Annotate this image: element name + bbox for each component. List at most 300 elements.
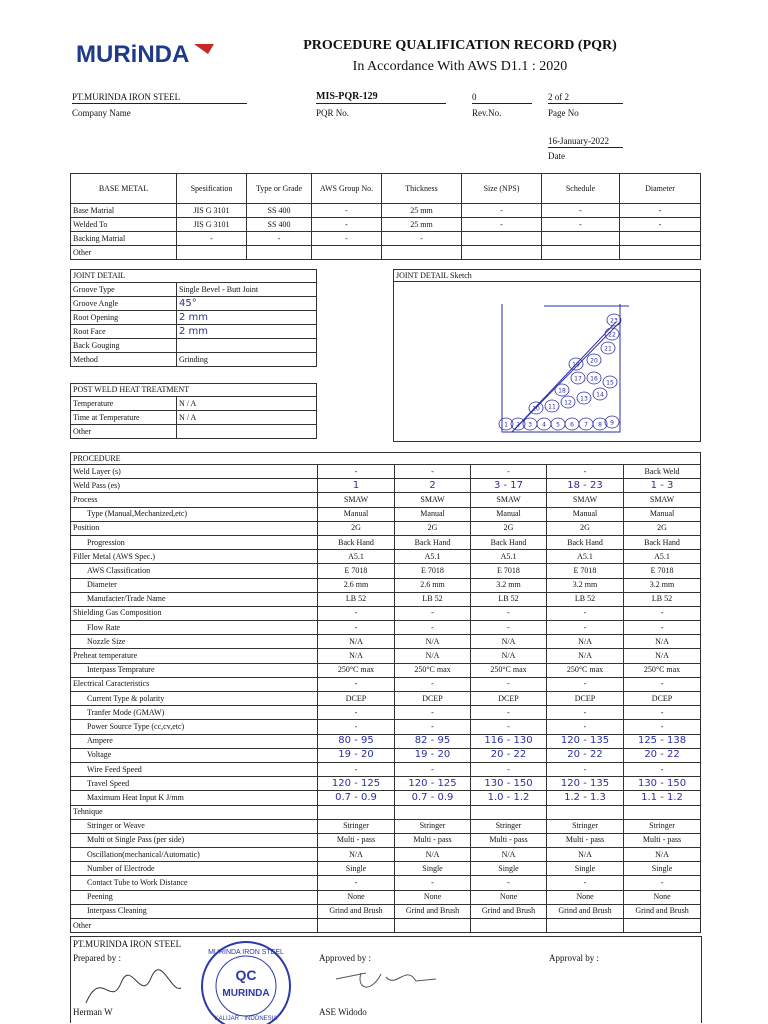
base-metal-header-cell: BASE METAL bbox=[71, 174, 177, 204]
procedure-row-label: Flow Rate bbox=[71, 621, 318, 635]
procedure-cell: - bbox=[547, 720, 624, 734]
procedure-cell bbox=[471, 805, 547, 819]
procedure-cell: Stringer bbox=[471, 819, 547, 833]
procedure-cell: - bbox=[395, 762, 471, 776]
weld-bead-number: 17 bbox=[574, 375, 582, 383]
procedure-cell: 20 - 22 bbox=[471, 748, 547, 762]
procedure-cell: 250°C max bbox=[395, 663, 471, 677]
pwht-row bbox=[71, 411, 317, 425]
procedure-cell: - bbox=[395, 706, 471, 720]
procedure-row bbox=[71, 848, 701, 862]
procedure-cell: - bbox=[318, 762, 395, 776]
procedure-cell: Multi - pass bbox=[471, 833, 547, 847]
procedure-cell: - bbox=[318, 876, 395, 890]
signature-section bbox=[70, 936, 702, 1023]
procedure-row-label: Process bbox=[71, 493, 318, 507]
procedure-cell: 250°C max bbox=[471, 663, 547, 677]
procedure-cell: 0.7 - 0.9 bbox=[395, 791, 471, 805]
procedure-cell: 18 - 23 bbox=[547, 479, 624, 493]
procedure-cell bbox=[395, 919, 471, 933]
procedure-cell: 2G bbox=[547, 521, 624, 535]
procedure-cell: 1.0 - 1.2 bbox=[471, 791, 547, 805]
pqr-number-value: MIS-PQR-129 bbox=[316, 91, 446, 104]
base-metal-cell: 25 mm bbox=[382, 204, 462, 218]
procedure-cell: None bbox=[624, 890, 701, 904]
procedure-cell: Multi - pass bbox=[547, 833, 624, 847]
joint-detail-label: Back Gouging bbox=[71, 339, 177, 353]
weld-bead-number: 19 bbox=[572, 361, 580, 369]
base-metal-cell bbox=[462, 232, 542, 246]
pqr-number-label: PQR No. bbox=[316, 108, 350, 118]
procedure-cell: 130 - 150 bbox=[624, 777, 701, 791]
procedure-cell: N/A bbox=[318, 649, 395, 663]
base-metal-row bbox=[71, 246, 701, 260]
procedure-cell: DCEP bbox=[624, 692, 701, 706]
procedure-cell: Manual bbox=[547, 507, 624, 521]
joint-detail-label: Root Opening bbox=[71, 311, 177, 325]
pwht-label: Time at Temperature bbox=[71, 411, 177, 425]
procedure-cell bbox=[547, 805, 624, 819]
procedure-cell: - bbox=[318, 720, 395, 734]
procedure-cell bbox=[318, 805, 395, 819]
joint-detail-label: Root Face bbox=[71, 325, 177, 339]
joint-detail-row bbox=[71, 311, 317, 325]
procedure-cell: 120 - 125 bbox=[395, 777, 471, 791]
procedure-cell: Multi - pass bbox=[624, 833, 701, 847]
procedure-cell: Stringer bbox=[547, 819, 624, 833]
base-metal-cell: JIS G 3101 bbox=[177, 218, 247, 232]
procedure-row-label: Weld Layer (s) bbox=[71, 465, 318, 479]
procedure-row-label: Ampere bbox=[71, 734, 318, 748]
procedure-cell: - bbox=[471, 606, 547, 620]
procedure-cell: N/A bbox=[547, 649, 624, 663]
procedure-cell: Manual bbox=[471, 507, 547, 521]
procedure-cell: Grind and Brush bbox=[395, 904, 471, 918]
logo-mark-icon bbox=[194, 44, 214, 54]
procedure-cell: 2G bbox=[395, 521, 471, 535]
base-metal-cell bbox=[312, 246, 382, 260]
procedure-cell: 120 - 135 bbox=[547, 734, 624, 748]
weld-bead-number: 4 bbox=[542, 421, 546, 429]
approval-by-label: Approval by : bbox=[549, 953, 599, 963]
procedure-cell: N/A bbox=[471, 649, 547, 663]
base-metal-cell: - bbox=[462, 218, 542, 232]
procedure-row bbox=[71, 720, 701, 734]
procedure-cell: 2G bbox=[318, 521, 395, 535]
procedure-row bbox=[71, 904, 701, 918]
procedure-row bbox=[71, 876, 701, 890]
base-metal-header-cell: Thickness bbox=[382, 174, 462, 204]
procedure-cell: Stringer bbox=[318, 819, 395, 833]
base-metal-header-row bbox=[71, 174, 701, 204]
weld-bead-number: 13 bbox=[580, 395, 588, 403]
procedure-cell: Back Weld bbox=[624, 465, 701, 479]
procedure-cell: Grind and Brush bbox=[624, 904, 701, 918]
procedure-row bbox=[71, 833, 701, 847]
procedure-row-label: Shielding Gas Composition bbox=[71, 606, 318, 620]
weld-bead-number: 5 bbox=[556, 421, 560, 429]
stamp-mid-text: QC bbox=[235, 967, 257, 983]
procedure-cell: E 7018 bbox=[624, 564, 701, 578]
procedure-cell: 120 - 125 bbox=[318, 777, 395, 791]
base-metal-cell bbox=[382, 246, 462, 260]
procedure-cell: - bbox=[395, 465, 471, 479]
procedure-cell bbox=[624, 919, 701, 933]
weld-bead-number: 18 bbox=[558, 387, 566, 395]
procedure-cell: 2G bbox=[624, 521, 701, 535]
procedure-cell: - bbox=[318, 677, 395, 691]
base-metal-header-cell: Diameter bbox=[620, 174, 701, 204]
procedure-cell: - bbox=[471, 720, 547, 734]
procedure-cell: None bbox=[395, 890, 471, 904]
procedure-cell: E 7018 bbox=[395, 564, 471, 578]
procedure-cell: 3.2 mm bbox=[624, 578, 701, 592]
weld-bead-number: 6 bbox=[570, 421, 574, 429]
base-metal-cell bbox=[620, 232, 701, 246]
procedure-cell: LB 52 bbox=[395, 592, 471, 606]
procedure-cell: 250°C max bbox=[318, 663, 395, 677]
procedure-row-label: Maximum Heat Input K J/mm bbox=[71, 791, 318, 805]
base-metal-cell: SS 400 bbox=[247, 204, 312, 218]
joint-detail-row bbox=[71, 325, 317, 339]
procedure-row-label: Electrical Caracteristics bbox=[71, 677, 318, 691]
joint-sketch-title: JOINT DETAIL Sketch bbox=[394, 270, 700, 282]
base-metal-cell: - bbox=[620, 204, 701, 218]
weld-bead-number: 12 bbox=[564, 399, 572, 407]
base-metal-cell: - bbox=[247, 232, 312, 246]
rev-number-value: 0 bbox=[472, 92, 532, 104]
procedure-cell: SMAW bbox=[624, 493, 701, 507]
procedure-cell: 120 - 135 bbox=[547, 777, 624, 791]
procedure-cell: N/A bbox=[624, 635, 701, 649]
procedure-cell: 2.6 mm bbox=[395, 578, 471, 592]
pwht-label: Other bbox=[71, 425, 177, 439]
procedure-cell: 0.7 - 0.9 bbox=[318, 791, 395, 805]
company-name-label: Company Name bbox=[72, 108, 131, 118]
procedure-cell: None bbox=[547, 890, 624, 904]
procedure-cell: - bbox=[624, 621, 701, 635]
procedure-cell: E 7018 bbox=[471, 564, 547, 578]
procedure-cell: 80 - 95 bbox=[318, 734, 395, 748]
stamp-logo-text: MURINDA bbox=[222, 988, 270, 999]
procedure-cell: - bbox=[624, 606, 701, 620]
procedure-row bbox=[71, 762, 701, 776]
procedure-cell: - bbox=[318, 465, 395, 479]
weld-bead-number: 23 bbox=[610, 317, 618, 325]
weld-bead-number: 22 bbox=[608, 331, 616, 339]
base-metal-cell: - bbox=[312, 232, 382, 246]
procedure-row-label: Stringer or Weave bbox=[71, 819, 318, 833]
prepared-by-label: Prepared by : bbox=[73, 953, 121, 963]
procedure-cell bbox=[395, 805, 471, 819]
pwht-value: N / A bbox=[177, 411, 317, 425]
procedure-cell: A5.1 bbox=[547, 550, 624, 564]
pwht-row bbox=[71, 425, 317, 439]
procedure-cell: N/A bbox=[547, 848, 624, 862]
weld-bead-number: 15 bbox=[606, 379, 614, 387]
procedure-cell: - bbox=[547, 621, 624, 635]
procedure-cell: N/A bbox=[471, 635, 547, 649]
procedure-row-label: Oscillation(mechanical/Automatic) bbox=[71, 848, 318, 862]
procedure-cell: Single bbox=[395, 862, 471, 876]
procedure-row bbox=[71, 777, 701, 791]
procedure-cell: DCEP bbox=[395, 692, 471, 706]
joint-detail-value bbox=[177, 339, 317, 353]
procedure-cell: 1 bbox=[318, 479, 395, 493]
procedure-row bbox=[71, 465, 701, 479]
procedure-cell: SMAW bbox=[471, 493, 547, 507]
procedure-cell: Back Hand bbox=[318, 535, 395, 549]
procedure-cell: 125 - 138 bbox=[624, 734, 701, 748]
procedure-row-label: Power Source Type (cc,cv,etc) bbox=[71, 720, 318, 734]
procedure-row bbox=[71, 592, 701, 606]
weld-bead-number: 9 bbox=[610, 419, 614, 427]
procedure-cell: LB 52 bbox=[547, 592, 624, 606]
procedure-cell: - bbox=[318, 606, 395, 620]
procedure-row bbox=[71, 791, 701, 805]
procedure-row-label: Multi ot Single Pass (per side) bbox=[71, 833, 318, 847]
procedure-row-label: Manufacter/Trade Name bbox=[71, 592, 318, 606]
joint-detail-row bbox=[71, 353, 317, 367]
procedure-cell: N/A bbox=[624, 848, 701, 862]
procedure-row bbox=[71, 621, 701, 635]
procedure-row-label: Type (Manual,Mechanized,etc) bbox=[71, 507, 318, 521]
procedure-row bbox=[71, 819, 701, 833]
pwht-table bbox=[70, 383, 317, 439]
base-metal-cell: - bbox=[462, 204, 542, 218]
procedure-cell: LB 52 bbox=[624, 592, 701, 606]
joint-detail-row bbox=[71, 339, 317, 353]
procedure-cell: A5.1 bbox=[318, 550, 395, 564]
procedure-cell: 20 - 22 bbox=[624, 748, 701, 762]
procedure-row bbox=[71, 535, 701, 549]
base-metal-cell bbox=[177, 246, 247, 260]
joint-sketch-drawing bbox=[394, 282, 700, 438]
procedure-cell: 3.2 mm bbox=[471, 578, 547, 592]
procedure-cell: A5.1 bbox=[624, 550, 701, 564]
procedure-cell: 3 - 17 bbox=[471, 479, 547, 493]
weld-bead-number: 14 bbox=[596, 391, 604, 399]
procedure-cell: 250°C max bbox=[547, 663, 624, 677]
procedure-row-label: Other bbox=[71, 919, 318, 933]
procedure-cell: Single bbox=[318, 862, 395, 876]
procedure-cell: - bbox=[395, 720, 471, 734]
procedure-row bbox=[71, 734, 701, 748]
procedure-cell bbox=[624, 805, 701, 819]
procedure-cell: None bbox=[471, 890, 547, 904]
company-name-value: PT.MURINDA IRON STEEL bbox=[72, 92, 247, 104]
procedure-cell: N/A bbox=[395, 635, 471, 649]
document-title: PROCEDURE QUALIFICATION RECORD (PQR) bbox=[303, 38, 617, 53]
procedure-row bbox=[71, 692, 701, 706]
base-metal-cell: - bbox=[312, 218, 382, 232]
procedure-cell: - bbox=[395, 606, 471, 620]
procedure-cell: 130 - 150 bbox=[471, 777, 547, 791]
procedure-row-label: Travel Speed bbox=[71, 777, 318, 791]
procedure-cell: 20 - 22 bbox=[547, 748, 624, 762]
procedure-row-label: Peening bbox=[71, 890, 318, 904]
base-metal-row bbox=[71, 218, 701, 232]
procedure-row bbox=[71, 507, 701, 521]
pwht-label: Temperature bbox=[71, 397, 177, 411]
procedure-row bbox=[71, 521, 701, 535]
procedure-cell: - bbox=[624, 677, 701, 691]
procedure-cell: - bbox=[471, 677, 547, 691]
procedure-row bbox=[71, 635, 701, 649]
procedure-row-label: Interpass Cleaning bbox=[71, 904, 318, 918]
joint-detail-value: Grinding bbox=[177, 353, 317, 367]
date-value: 16-January-2022 bbox=[548, 136, 623, 148]
procedure-cell: - bbox=[547, 465, 624, 479]
procedure-cell: - bbox=[547, 606, 624, 620]
procedure-cell bbox=[318, 919, 395, 933]
stamp-bottom-text: KALIJAR · INDONESIA bbox=[214, 1016, 278, 1022]
procedure-row bbox=[71, 748, 701, 762]
procedure-table bbox=[70, 452, 701, 933]
base-metal-cell: - bbox=[312, 204, 382, 218]
procedure-cell: Single bbox=[471, 862, 547, 876]
base-metal-cell: 25 mm bbox=[382, 218, 462, 232]
procedure-cell: Manual bbox=[395, 507, 471, 521]
procedure-cell: Back Hand bbox=[395, 535, 471, 549]
procedure-row-label: Filler Metal (AWS Spec.) bbox=[71, 550, 318, 564]
procedure-cell: A5.1 bbox=[395, 550, 471, 564]
weld-bead-number: 10 bbox=[532, 405, 540, 413]
procedure-cell: - bbox=[547, 706, 624, 720]
base-metal-cell bbox=[620, 246, 701, 260]
base-metal-cell: SS 400 bbox=[247, 218, 312, 232]
procedure-cell: SMAW bbox=[547, 493, 624, 507]
procedure-row-label: Tehnique bbox=[71, 805, 318, 819]
joint-detail-table bbox=[70, 269, 317, 367]
procedure-row-label: Number of Electrode bbox=[71, 862, 318, 876]
procedure-cell: LB 52 bbox=[318, 592, 395, 606]
procedure-cell: Back Hand bbox=[471, 535, 547, 549]
pwht-value: N / A bbox=[177, 397, 317, 411]
procedure-cell: - bbox=[624, 876, 701, 890]
weld-bead-number: 3 bbox=[528, 421, 532, 429]
pwht-title: POST WELD HEAT TREATMENT bbox=[71, 384, 317, 397]
procedure-cell: DCEP bbox=[471, 692, 547, 706]
procedure-cell: 19 - 20 bbox=[318, 748, 395, 762]
weld-bead-number: 11 bbox=[548, 403, 556, 411]
procedure-cell: DCEP bbox=[547, 692, 624, 706]
procedure-row-label: Current Type & polarity bbox=[71, 692, 318, 706]
page-number-value: 2 of 2 bbox=[548, 92, 623, 104]
approved-by-name: ASE Widodo bbox=[319, 1007, 367, 1017]
procedure-row bbox=[71, 805, 701, 819]
procedure-row bbox=[71, 663, 701, 677]
weld-bead-number: 20 bbox=[590, 357, 598, 365]
procedure-row bbox=[71, 890, 701, 904]
document-subtitle: In Accordance With AWS D1.1 : 2020 bbox=[352, 59, 568, 74]
joint-detail-value: 2 mm bbox=[177, 311, 317, 325]
procedure-cell: Single bbox=[624, 862, 701, 876]
procedure-cell: E 7018 bbox=[318, 564, 395, 578]
procedure-cell: 2.6 mm bbox=[318, 578, 395, 592]
procedure-cell: - bbox=[471, 762, 547, 776]
procedure-cell: SMAW bbox=[395, 493, 471, 507]
procedure-cell: DCEP bbox=[318, 692, 395, 706]
procedure-row-label: Tranfer Mode (GMAW) bbox=[71, 706, 318, 720]
procedure-row-label: Wire Feed Speed bbox=[71, 762, 318, 776]
base-metal-row-label: Other bbox=[71, 246, 177, 260]
joint-detail-value: 2 mm bbox=[177, 325, 317, 339]
base-metal-row bbox=[71, 232, 701, 246]
procedure-cell: Multi - pass bbox=[318, 833, 395, 847]
weld-bead-number: 7 bbox=[584, 421, 588, 429]
procedure-cell: SMAW bbox=[318, 493, 395, 507]
procedure-cell: 1.2 - 1.3 bbox=[547, 791, 624, 805]
procedure-cell: N/A bbox=[547, 635, 624, 649]
base-metal-cell: - bbox=[382, 232, 462, 246]
procedure-cell: Grind and Brush bbox=[547, 904, 624, 918]
procedure-row bbox=[71, 550, 701, 564]
procedure-cell: - bbox=[395, 621, 471, 635]
procedure-cell: 2 bbox=[395, 479, 471, 493]
procedure-cell: N/A bbox=[395, 848, 471, 862]
procedure-cell: - bbox=[471, 621, 547, 635]
procedure-row-label: Weld Pass (es) bbox=[71, 479, 318, 493]
procedure-row-label: Voltage bbox=[71, 748, 318, 762]
procedure-cell: N/A bbox=[318, 635, 395, 649]
date-label: Date bbox=[548, 151, 565, 161]
base-metal-cell: JIS G 3101 bbox=[177, 204, 247, 218]
base-metal-header-cell: Spesification bbox=[177, 174, 247, 204]
procedure-cell: N/A bbox=[471, 848, 547, 862]
procedure-cell: 1.1 - 1.2 bbox=[624, 791, 701, 805]
logo-text: MURiNDA bbox=[76, 41, 190, 68]
procedure-cell: LB 52 bbox=[471, 592, 547, 606]
prepared-by-name: Herman W bbox=[73, 1007, 113, 1017]
weld-bead-number: 1 bbox=[504, 421, 508, 429]
procedure-cell: - bbox=[471, 706, 547, 720]
procedure-cell bbox=[471, 919, 547, 933]
procedure-cell: Manual bbox=[624, 507, 701, 521]
procedure-row bbox=[71, 677, 701, 691]
procedure-cell: E 7018 bbox=[547, 564, 624, 578]
procedure-cell: Stringer bbox=[624, 819, 701, 833]
procedure-row bbox=[71, 564, 701, 578]
procedure-cell: 116 - 130 bbox=[471, 734, 547, 748]
procedure-row-label: Nozzle Size bbox=[71, 635, 318, 649]
approved-by-label: Approved by : bbox=[319, 953, 371, 963]
procedure-row bbox=[71, 606, 701, 620]
joint-detail-value: 45° bbox=[177, 297, 317, 311]
joint-detail-label: Method bbox=[71, 353, 177, 367]
qc-stamp bbox=[196, 940, 296, 1024]
procedure-cell: Multi - pass bbox=[395, 833, 471, 847]
procedure-cell: - bbox=[624, 762, 701, 776]
weld-bead-number: 21 bbox=[604, 345, 612, 353]
base-metal-cell: - bbox=[620, 218, 701, 232]
procedure-cell: - bbox=[624, 706, 701, 720]
base-metal-row-label: Base Matrial bbox=[71, 204, 177, 218]
joint-detail-label: Groove Angle bbox=[71, 297, 177, 311]
footer-company: PT.MURINDA IRON STEEL bbox=[73, 939, 182, 949]
procedure-row bbox=[71, 919, 701, 933]
base-metal-cell bbox=[247, 246, 312, 260]
procedure-cell: Back Hand bbox=[624, 535, 701, 549]
stamp-top-text: MURINDA IRON STEEL bbox=[208, 949, 284, 956]
procedure-row-label: AWS Classification bbox=[71, 564, 318, 578]
procedure-cell: 2G bbox=[471, 521, 547, 535]
base-metal-table bbox=[70, 173, 701, 260]
procedure-cell: Grind and Brush bbox=[318, 904, 395, 918]
approved-signature bbox=[326, 959, 466, 999]
procedure-row bbox=[71, 578, 701, 592]
procedure-cell: - bbox=[471, 465, 547, 479]
